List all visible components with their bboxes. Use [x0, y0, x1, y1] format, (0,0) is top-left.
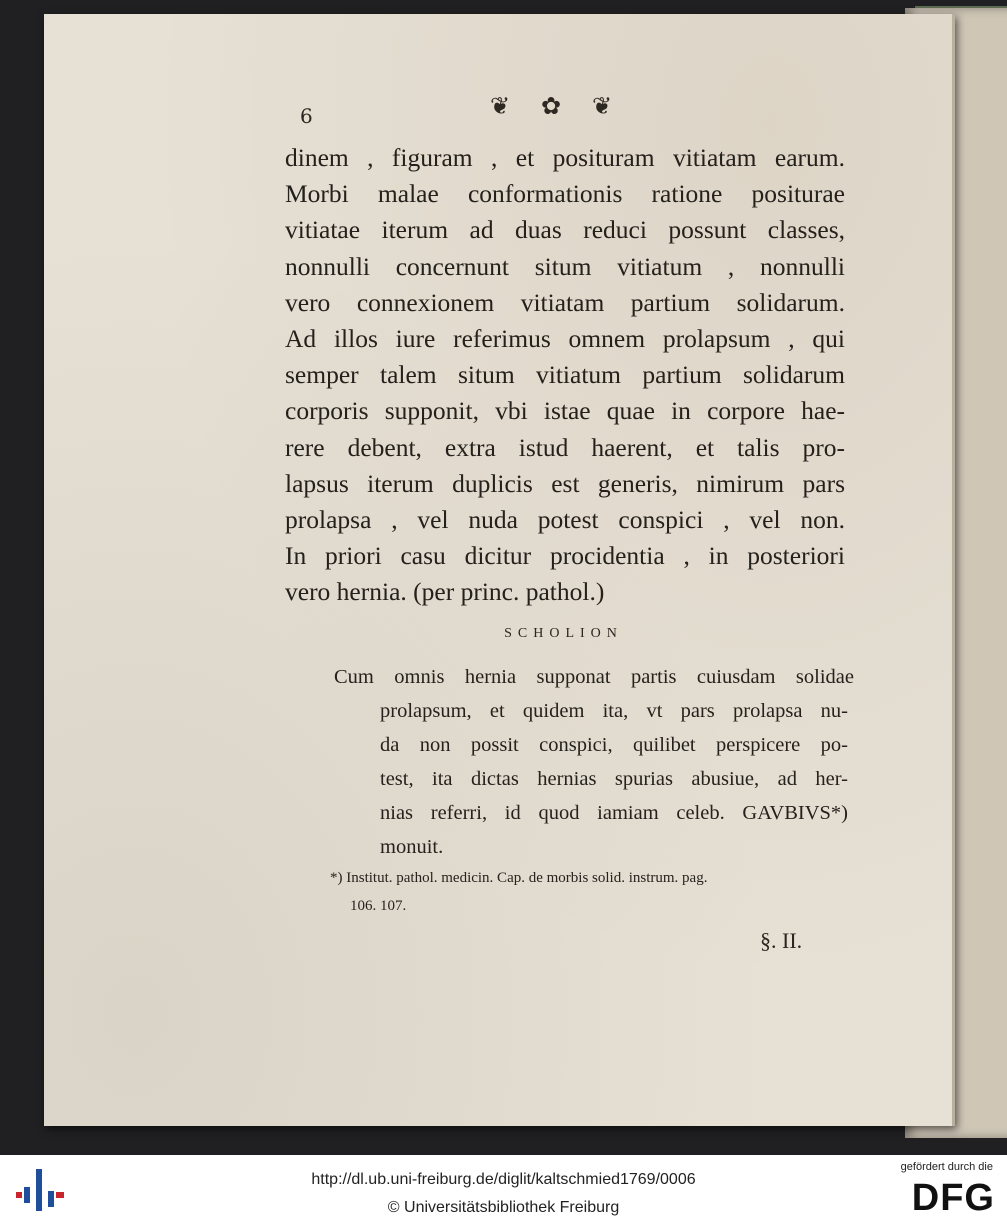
scholion-line: Cum omnis hernia supponat partis cuiusdam solidae [334, 666, 854, 688]
catchword: §. II. [760, 928, 803, 953]
body-line: prolapsa , vel nuda potest conspici , vel non. [285, 504, 845, 534]
scholion-heading: SCHOLION [504, 626, 623, 641]
body-line: rere debent, extra istud haerent, et talis pro- [285, 432, 845, 462]
ornament-right: ❦ [592, 92, 613, 120]
ornament-left: ❦ [490, 92, 511, 120]
scholion-line: da non possit conspici, quilibet perspicere po- [380, 734, 848, 756]
ornament-center: ✿ [541, 92, 562, 120]
body-line: Morbi malae conformationis ratione positurae [285, 179, 845, 209]
body-line: In priori casu dicitur procidentia , in posteriori [285, 541, 845, 571]
scholion-line: monuit. [380, 836, 444, 858]
body-line: Ad illos iure referimus omnem prolapsum , qui [285, 323, 845, 353]
scholion-first-line [334, 660, 854, 694]
body-line: dinem , figuram , et posituram vitiatam earum. [285, 143, 845, 172]
permalink-url[interactable]: http://dl.ub.uni-freiburg.de/diglit/kaltschmied1769/0006 [311, 1171, 696, 1188]
scholion-line: nias referri, id quod iamiam celeb. GAVBIVS*) [380, 802, 848, 824]
scholion-line: test, ita dictas hernias spurias abusiue, ad her- [380, 768, 848, 790]
body-line: nonnulli concernunt situm vitiatum , nonnulli [285, 251, 845, 281]
footer-bar [0, 1155, 1007, 1226]
footnote [330, 864, 707, 920]
body-line: vero hernia. (per princ. pathol.) [285, 577, 605, 607]
body-line: vero connexionem vitiatam partium solidarum. [285, 287, 845, 317]
page-number: 6 [300, 104, 313, 128]
body-line: corporis supponit, vbi istae quae in corpore hae- [285, 396, 845, 426]
footnote-line: *) Institut. pathol. medicin. Cap. de morbis solid. instrum. pag. [330, 870, 708, 886]
body-paragraph [285, 140, 845, 610]
copyright-notice: © Universitätsbibliothek Freiburg [387, 1199, 620, 1216]
body-line: semper talem situm vitiatum partium solidarum [285, 360, 845, 390]
body-line: lapsus iterum duplicis est generis, nimirum pars [285, 468, 845, 498]
dfg-logo: DFG [911, 1177, 995, 1219]
scholion-paragraph [380, 694, 848, 864]
dfg-label: gefördert durch die [900, 1161, 993, 1173]
footnote-line: 106. 107. [350, 898, 407, 914]
body-line: vitiatae iterum ad duas reduci possunt classes, [285, 215, 845, 245]
scholion-line: prolapsum, et quidem ita, vt pars prolapsa nu- [380, 700, 848, 722]
